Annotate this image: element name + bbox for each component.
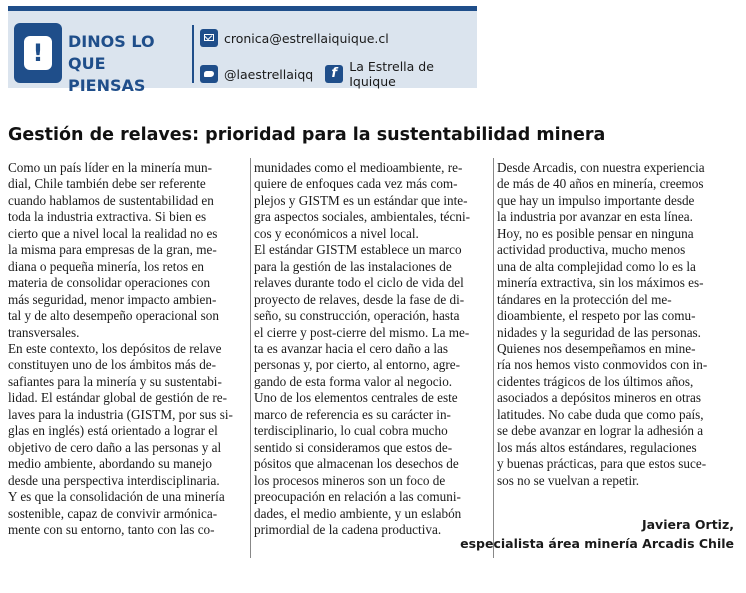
twitter-icon (200, 65, 218, 83)
article-line: gra aspectos sociales, ambientales, técni- (254, 209, 471, 225)
article-line: marco de referencia es su carácter in- (254, 406, 451, 422)
article-line: El estándar GISTM establece un marco (254, 242, 462, 258)
article-line: sostenible, capaz de convivir armónica- (8, 505, 218, 521)
article-line: de más de 40 años en minería, creemos (497, 176, 704, 192)
article-line: cos y económicos a nivel local. (254, 225, 419, 241)
facebook-icon: f (325, 65, 343, 83)
article-line: se debe avanzar en lograr la adhesión a (497, 423, 704, 439)
article-line: munidades como el medioambiente, re- (254, 160, 463, 175)
article-line: cidentes trágicos de los últimos años, (497, 373, 694, 389)
article-line: sentido si consideramos que estos de- (254, 439, 453, 455)
mail-icon (200, 29, 218, 47)
article-line: cierto que a nivel local la realidad no es (8, 225, 218, 241)
author-title: especialista área minería Arcadis Chile (460, 536, 734, 551)
article-line: quiere de enfoques cada vez más com- (254, 176, 458, 192)
article-line: glas en inglés) está orientado a lograr el (8, 423, 218, 439)
alert-badge (14, 23, 62, 83)
article-line: y buenas prácticas, para que estos suce- (497, 456, 707, 472)
section-title-line2: QUE PIENSAS (68, 54, 146, 95)
article-line: más seguridad, menor impacto ambien- (8, 291, 217, 307)
article-line: constituyen uno de los ámbitos más de- (8, 357, 217, 373)
article-line: ta es avanzar hacia el cero daño a las (254, 340, 449, 356)
article-line: Y es que la consolidación de una minería (8, 489, 225, 505)
article-line: el cierre y post-cierre del mismo. La me- (254, 324, 470, 340)
article-line: una de alta complejidad como lo es la (497, 258, 696, 274)
section-title-line1: DINOS LO (68, 32, 155, 51)
article-line: los más altos estándares, regulaciones (497, 439, 697, 455)
article-line: safiantes para la minería y su sustentabi- (8, 373, 222, 389)
article-line: para la gestión de las instalaciones de (254, 258, 452, 274)
article-line: Uno de los elementos centrales de este (254, 390, 458, 406)
author-name: Javiera Ortiz, (641, 517, 734, 532)
article-column-1 (8, 160, 248, 538)
article-column-2 (254, 160, 492, 538)
article-line: dioambiente, el respeto por las comu- (497, 308, 696, 324)
article-line: seño, su construcción, operación, hasta (254, 308, 460, 324)
contact-header-box (8, 6, 477, 95)
article-line: plejos y GISTM es un estándar que inte- (254, 192, 468, 208)
article-line: tándares en la protección del me- (497, 291, 672, 307)
article-line: pósitos que almacenan los desechos de (254, 456, 459, 472)
article-line: la industria por avanzar en esta línea. (497, 209, 693, 225)
article-line: primordial de la cadena productiva. (254, 521, 442, 537)
social-contacts (200, 59, 477, 89)
twitter-handle[interactable]: @laestrellaiqq (224, 66, 314, 82)
article-line: mente con su entorno, tanto con las co- (8, 521, 215, 537)
article-line: tal y de alto desempeño operacional son (8, 308, 219, 324)
article-line: Desde Arcadis, con nuestra experiencia (497, 160, 705, 175)
article-column-3 (497, 160, 737, 489)
article-line: dial, Chile también debe ser referente (8, 176, 206, 192)
article-line: personas y, por cierto, al entorno, agre- (254, 357, 461, 373)
article-line: ría nos hemos visto conmovidos con in- (497, 357, 708, 373)
column-divider (250, 158, 251, 558)
email-contact[interactable] (200, 29, 389, 47)
article-line: medio ambiente, abordando su manejo (8, 456, 212, 472)
article-line: cuando hablamos de sustentabilidad en (8, 192, 214, 208)
article-line: laves para la industria (GISTM, por sus si- (8, 406, 233, 422)
article-headline: Gestión de relaves: prioridad para la sustentabilidad minera (8, 125, 606, 145)
article-line: En este contexto, los depósitos de relave (8, 340, 222, 356)
article-line: toda la industria extractiva. Si bien es (8, 209, 207, 225)
article-line: Quienes nos desempeñamos en mine- (497, 340, 696, 356)
article-line: dades, el medio ambiente, y un eslabón (254, 505, 462, 521)
article-line: objetivo de cero daño a las personas y al (8, 439, 222, 455)
article-line: sos no se vuelvan a repetir. (497, 472, 640, 488)
article-line: Como un país líder en la minería mun- (8, 160, 212, 175)
email-address[interactable]: cronica@estrellaiquique.cl (224, 30, 389, 46)
article-line: actividad productiva, mucho menos (497, 242, 686, 258)
article-line: que hay un impulso importante desde (497, 192, 695, 208)
article-line: proyecto de relaves, desde la fase de di- (254, 291, 465, 307)
article-line: la misma para empresas de la gran, me- (8, 242, 217, 258)
article-line: preocupación en relación a las comuni- (254, 489, 461, 505)
article-line: gando de esta forma valor al negocio. (254, 373, 453, 389)
section-title (68, 31, 188, 97)
article-line: materia de consolidar operaciones con (8, 275, 211, 291)
exclamation-icon: ! (24, 36, 52, 70)
article-line: diana o pequeña minería, los retos en (8, 258, 204, 274)
facebook-page[interactable]: La Estrella de Iquique (349, 59, 434, 89)
article-line: relaves durante todo el ciclo de vida del (254, 275, 464, 291)
article-line: transversales. (8, 324, 80, 340)
article-line: desde una perspectiva interdisciplinaria. (8, 472, 220, 488)
header-divider (192, 25, 194, 83)
column-divider (493, 158, 494, 558)
article-line: Hoy, no es posible pensar en ninguna (497, 225, 694, 241)
article-line: latitudes. No cabe duda que como país, (497, 406, 704, 422)
article-line: terdisciplinario, lo cual cobra mucho (254, 423, 448, 439)
article-line: nidades y la seguridad de las personas. (497, 324, 701, 340)
article-line: lidad. El estándar global de gestión de re- (8, 390, 227, 406)
article-line: los procesos mineros son un foco de (254, 472, 446, 488)
article-line: asociados a depósitos mineros en otras (497, 390, 701, 406)
article-line: minería extractiva, sin los máximos es- (497, 275, 704, 291)
